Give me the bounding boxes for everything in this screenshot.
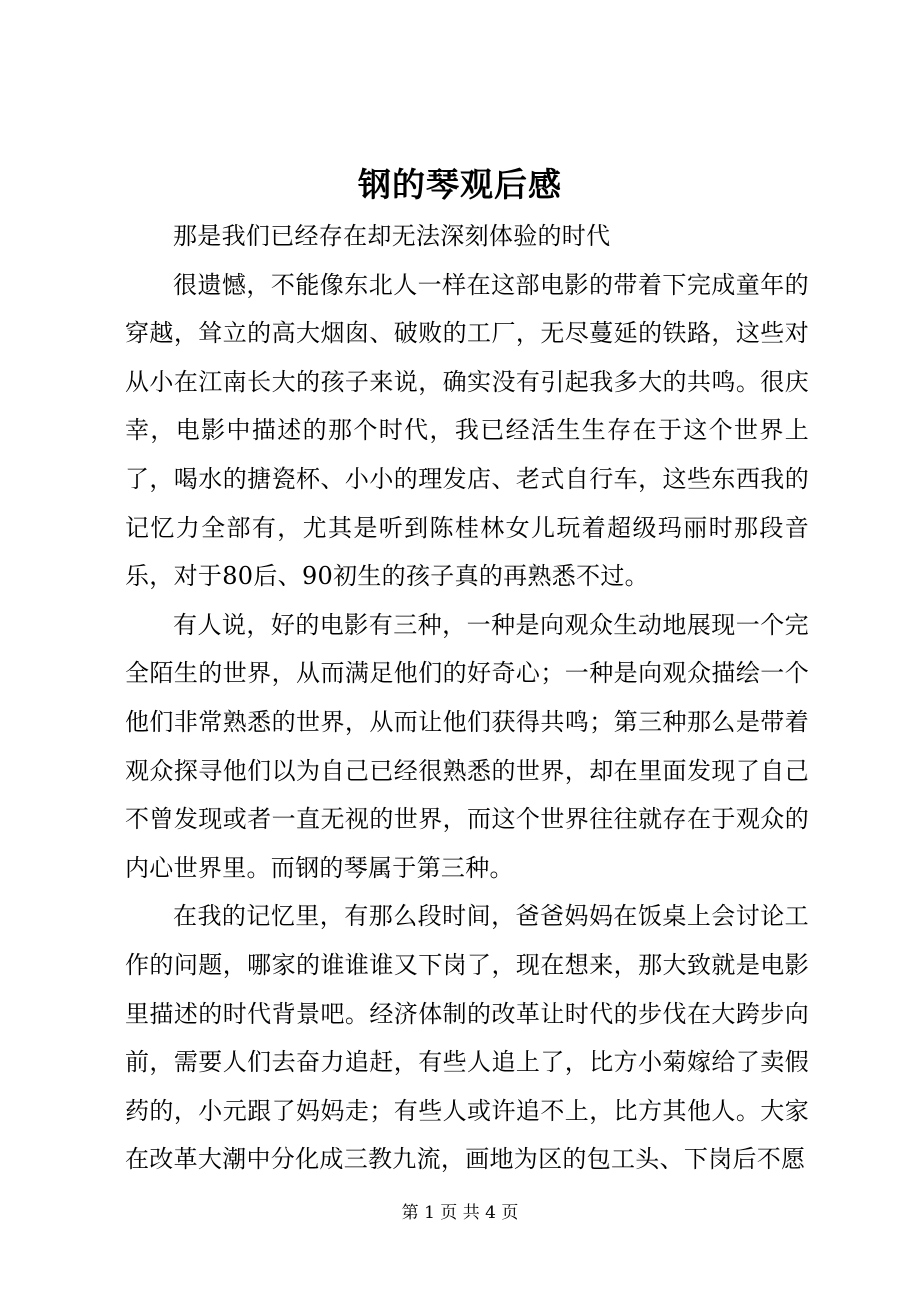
paragraph-2: 有人说，好的电影有三种，一种是向观众生动地展现一个完全陌生的世界，从而满足他们的好奇心；一种是向观众描绘一个他们非常熟悉的世界，从而让他们获得共鸣；第三种那么是带着观众探寻他们以为自己已经很熟悉的世界，却在里面发现了自己不曾发现或者一直无视的世界，而这个世界往往就存在于观众的内心世界里。而钢的琴属于第三种。 [125,610,809,882]
paragraph-subtitle: 那是我们已经存在却无法深刻体验的时代 [173,222,611,250]
document-body [125,212,809,1184]
page-footer: 第 1 页 共 4 页 [401,1203,519,1223]
paragraph-1: 很遗憾，不能像东北人一样在这部电影的带着下完成童年的穿越，耸立的高大烟囱、破败的工厂，无尽蔓延的铁路，这些对从小在江南长大的孩子来说，确实没有引起我多大的共鸣。很庆幸，电影中描述的那个时代，我已经活生生存在于这个世界上了，喝水的搪瓷杯、小小的理发店、老式自行车，这些东西我的记忆力全部有，尤其是听到陈桂林女儿玩着超级玛丽时那段音乐，对于80后、90初生的孩子真的再熟悉不过。 [125,270,809,591]
paragraph-3: 在我的记忆里，有那么段时间，爸爸妈妈在饭桌上会讨论工作的问题，哪家的谁谁谁又下岗了，现在想来，那大致就是电影里描述的时代背景吧。经济体制的改革让时代的步伐在大跨步向前，需要人们去奋力追赶，有些人追上了，比方小菊嫁给了卖假药的，小元跟了妈妈走；有些人或许追不上，比方其他人。大家在改革大潮中分化成三教九流，画地为区的包工头、下岗后不愿 [125,902,809,1174]
document-title: 钢的琴观后感 [358,165,562,204]
